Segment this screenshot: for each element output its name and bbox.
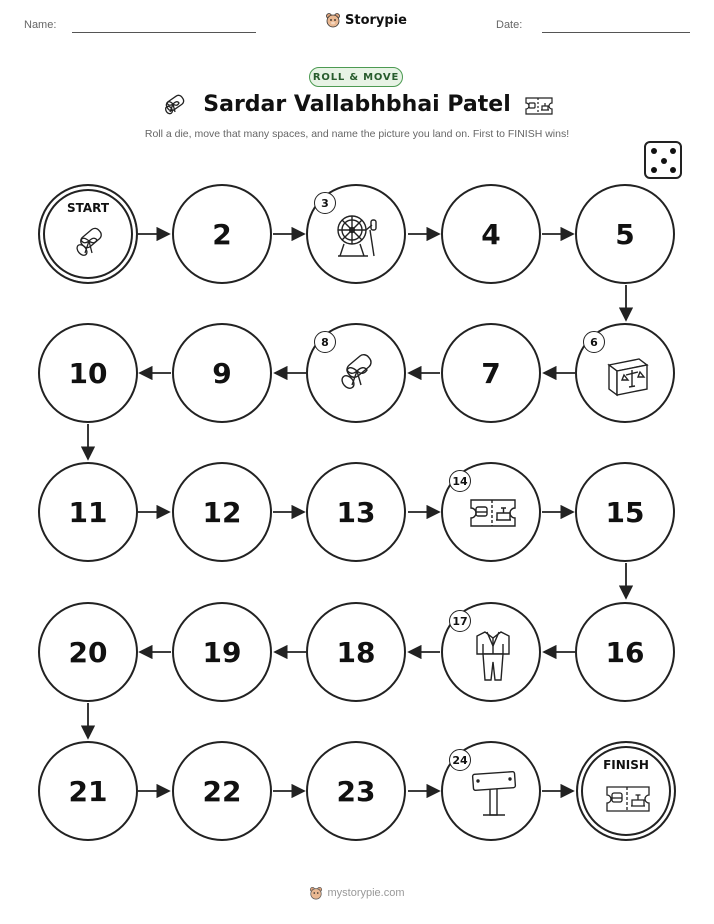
space-23 xyxy=(306,741,406,841)
bear-icon xyxy=(309,886,323,900)
space-start xyxy=(38,184,138,284)
start-label: START xyxy=(66,201,110,215)
space-number: 19 xyxy=(202,635,242,669)
space-22 xyxy=(172,741,272,841)
instructions: Roll a die, move that many spaces, and name the picture you land on. First to FINISH wins! xyxy=(144,128,570,140)
space-badge: 3 xyxy=(314,192,336,214)
space-badge: 24 xyxy=(449,749,471,771)
ticket-icon xyxy=(469,496,517,532)
space-20 xyxy=(38,602,138,702)
suit-icon xyxy=(473,628,513,684)
date-label: Date: xyxy=(496,19,523,31)
space-number: 16 xyxy=(605,635,645,669)
space-number: 12 xyxy=(202,495,242,529)
space-6 xyxy=(575,323,675,423)
space-number: 2 xyxy=(212,217,232,251)
space-finish xyxy=(576,741,676,841)
space-number: 15 xyxy=(605,495,645,529)
space-number: 23 xyxy=(336,774,376,808)
spinning-wheel-icon xyxy=(334,210,382,260)
ticket-icon xyxy=(605,783,651,817)
space-19 xyxy=(172,602,272,702)
space-24 xyxy=(441,741,541,841)
scroll-icon xyxy=(72,224,108,264)
space-number: 9 xyxy=(212,356,232,390)
law-book-icon xyxy=(603,355,651,399)
space-number: 4 xyxy=(481,217,501,251)
space-16 xyxy=(575,602,675,702)
game-type-tag: ROLL & MOVE xyxy=(309,67,403,87)
space-11 xyxy=(38,462,138,562)
space-8 xyxy=(306,323,406,423)
page-title: Sardar Vallabhbhai Patel xyxy=(203,92,511,117)
space-9 xyxy=(172,323,272,423)
footer xyxy=(0,886,714,900)
space-number: 22 xyxy=(202,774,242,808)
space-7 xyxy=(441,323,541,423)
space-number: 13 xyxy=(336,495,376,529)
footer-url: mystorypie.com xyxy=(327,887,405,899)
space-17 xyxy=(441,602,541,702)
space-10 xyxy=(38,323,138,423)
space-number: 10 xyxy=(68,356,108,390)
space-number: 11 xyxy=(68,495,108,529)
space-badge: 6 xyxy=(583,331,605,353)
space-badge: 17 xyxy=(449,610,471,632)
brand-name: Storypie xyxy=(345,12,407,28)
space-number: 18 xyxy=(336,635,376,669)
space-18 xyxy=(306,602,406,702)
finish-label: FINISH xyxy=(603,758,649,772)
name-label: Name: xyxy=(24,19,57,31)
space-number: 21 xyxy=(68,774,108,808)
space-2 xyxy=(172,184,272,284)
space-badge: 14 xyxy=(449,470,471,492)
signpost-icon xyxy=(469,769,519,819)
space-number: 20 xyxy=(68,635,108,669)
space-21 xyxy=(38,741,138,841)
space-number: 5 xyxy=(615,217,635,251)
space-12 xyxy=(172,462,272,562)
space-badge: 8 xyxy=(314,331,336,353)
space-4 xyxy=(441,184,541,284)
space-15 xyxy=(575,462,675,562)
space-13 xyxy=(306,462,406,562)
space-3 xyxy=(306,184,406,284)
space-14 xyxy=(441,462,541,562)
space-5 xyxy=(575,184,675,284)
space-number: 7 xyxy=(481,356,501,390)
scroll-icon xyxy=(336,351,380,399)
